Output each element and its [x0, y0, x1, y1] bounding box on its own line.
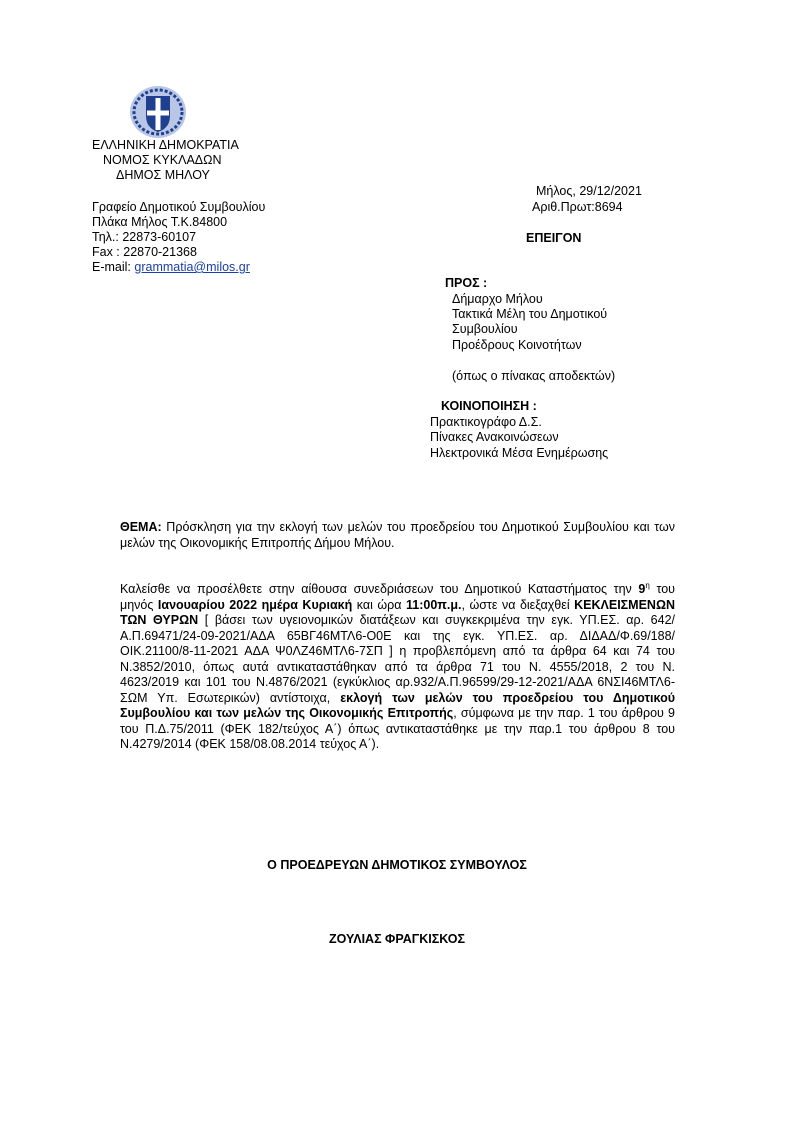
body-closed-doors: ΚΕΚΛΕΙΣΜΕΝΩΝ ΤΩΝ ΘΥΡΩΝ	[120, 597, 675, 627]
protocol-number: Αριθ.Πρωτ:8694	[532, 200, 623, 214]
cc-line-2: Πίνακες Ανακοινώσεων	[430, 430, 559, 444]
body-election: εκλογή των μελών του προεδρείου του Δημοτικού Συμβουλίου και των μελών της Οικονομικής Επιτροπής	[120, 690, 675, 720]
office-phone: Τηλ.: 22873-60107	[92, 230, 197, 244]
to-line-3: Συμβουλίου	[452, 322, 518, 336]
body-date: Ιανουαρίου 2022 ημέρα Κυριακή	[157, 597, 353, 612]
body-time: 11:00π.μ.	[406, 597, 462, 612]
to-line-2: Τακτικά Μέλη του Δημοτικού	[452, 307, 608, 321]
subject	[120, 520, 675, 551]
urgent-label: ΕΠΕΙΓΟΝ	[526, 231, 582, 245]
body-text: και ώρα	[352, 597, 406, 612]
office-fax: Fax : 22870-21368	[92, 245, 197, 259]
to-label: ΠΡΟΣ :	[445, 276, 488, 290]
body-text: [ βάσει των υγειονομικών διατάξεων και συγκεκριμένα την εγκ. ΥΠ.ΕΣ. αρ. 642/Α.Π.69471/24-09-2021/ΑΔΑ 65ΒΓ46ΜΤΛ6-Ο0Ε και της εγκ. ΥΠ.ΕΣ. αρ. ΔΙΔΑΔ/Φ.69/188/ΟΙΚ.21100/8-11-2021 ΑΔΑ Ψ0ΛΖ46ΜΤΛ6-7ΣΠ ] η προβλεπόμενη από τα άρθρα 64 και 74 του Ν.3852/2010, όπως αυτά αντικαταστάθηκαν από τα άρθρα 71 του Ν. 4555/2018, 2 του Ν. 4623/2019 και 101 του Ν.4876/2021 (εγκύκλιος αρ.932/Α.Π.96599/29-12-2021/ΑΔΑ 6ΝΣΙ46ΜΤΛ6-ΣΩΜ Υπ. Εσωτερικών) αντίστοιχα,	[120, 613, 676, 705]
cc-line-3: Ηλεκτρονικά Μέσα Ενημέρωσης	[430, 446, 609, 460]
email-link[interactable]: grammatia@milos.gr	[134, 260, 250, 274]
to-line-4: Προέδρους Κοινοτήτων	[452, 338, 582, 352]
org-line-3: ΔΗΜΟΣ ΜΗΛΟΥ	[116, 168, 210, 182]
office-email-row	[92, 260, 250, 275]
date-line: Μήλος, 29/12/2021	[536, 184, 642, 198]
org-line-2: ΝΟΜΟΣ ΚΥΚΛΑΔΩΝ	[103, 153, 222, 167]
subject-text: Πρόσκληση για την εκλογή των μελών του προεδρείου του Δημοτικού Συμβουλίου και των μελών της Οικονομικής Επιτροπής Δήμου Μήλου.	[120, 520, 675, 550]
to-note: (όπως ο πίνακας αποδεκτών)	[452, 369, 616, 383]
body-text: , ώστε να διεξαχθεί	[461, 597, 575, 612]
body-paragraph	[120, 582, 675, 753]
body-day-sup: η	[645, 580, 650, 590]
cc-label: ΚΟΙΝΟΠΟΙΗΣΗ :	[441, 399, 537, 413]
office-line-2: Πλάκα Μήλος Τ.Κ.84800	[92, 215, 228, 229]
cc-line-1: Πρακτικογράφο Δ.Σ.	[430, 415, 542, 429]
signature-name: ΖΟΥΛΙΑΣ ΦΡΑΓΚΙΣΚΟΣ	[329, 932, 465, 946]
body-text: του μηνός	[120, 582, 675, 612]
email-label: E-mail:	[92, 260, 131, 274]
body-text: Καλείσθε να προσέλθετε στην αίθουσα συνεδριάσεων του Δημοτικού Καταστήματος την	[120, 582, 639, 596]
body-text: , σύμφωνα με την παρ. 1 του άρθρου 9 του Π.Δ.75/2011 (ΦΕΚ 182/τεύχος Α΄) όπως αντικαταστάθηκε με την παρ.1 του άρθρου 8 του Ν.4279/2014 (ΦΕΚ 158/08.08.2014 τεύχος Α΄).	[120, 706, 675, 751]
body-day: 9	[638, 582, 646, 596]
signature-title: Ο ΠΡΟΕΔΡΕΥΩΝ ΔΗΜΟΤΙΚΟΣ ΣΥΜΒΟΥΛΟΣ	[267, 858, 527, 872]
org-line-1: ΕΛΛΗΝΙΚΗ ΔΗΜΟΚΡΑΤΙΑ	[92, 138, 239, 152]
subject-label: ΘΕΜΑ:	[120, 520, 162, 534]
to-line-1: Δήμαρχο Μήλου	[452, 292, 543, 306]
office-line-1: Γραφείο Δημοτικού Συμβουλίου	[92, 200, 266, 214]
greek-coat-of-arms-icon	[128, 84, 188, 140]
